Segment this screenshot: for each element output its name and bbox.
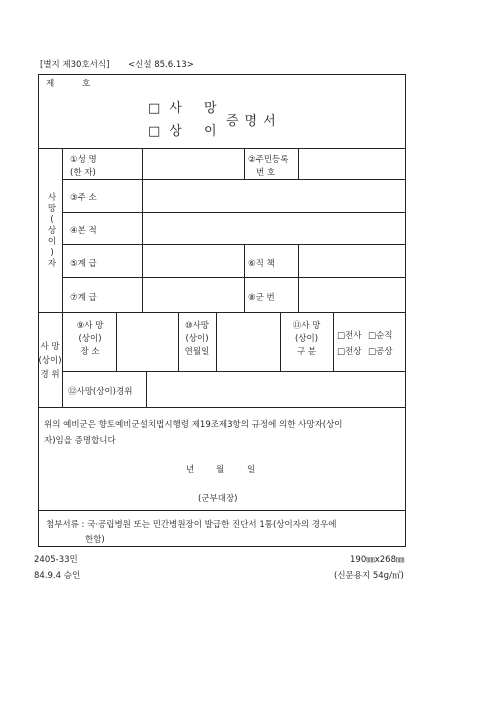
rule-mid-col2-r1 [298,148,299,179]
rule-row1 [62,179,406,180]
option-wounded-in-action[interactable]: □전상 [337,347,362,357]
rule-person-bottom [38,312,406,313]
paper-type: (신문용지 54g/㎡) [334,571,404,581]
date-day: 일 [247,465,256,475]
rule-circ-c6 [146,371,147,407]
service-number-label: ⑧군 번 [248,293,275,303]
rule-row4 [62,277,406,278]
name-hanja-label: (한 자) [70,168,96,178]
type-label: ⑪사 망 (상이) 구 분 [292,321,321,357]
certification-text-1: 위의 예비군은 향토예비군설치법시행령 제19조제3항의 규정에 의한 사망자(상이 [44,420,343,430]
rank2-label: ⑦계 급 [70,293,97,303]
domicile-label: ④본 적 [70,226,97,236]
title-death: □사 망 [148,101,226,116]
rule-mid-col-r1 [244,148,245,179]
form-number: [별지 제30호서식] [40,60,110,70]
enactment-note: <신설 85.6.13> [128,60,194,70]
circumstance-label: ⑫사망(상이)경위 [68,387,133,397]
option-duty-injury[interactable]: □공상 [368,347,393,357]
rule-mid-col-r45 [244,244,245,312]
circumstance-side-label: 사 망 (상이) 경 위 [38,342,62,380]
rule-cert-bottom [38,510,406,511]
person-side-label: 사 망 ( 상 이 ) 자 [47,193,57,269]
doc-number-label: 제 [46,79,55,89]
name-label: ①성 명 [70,155,97,165]
resident-number-label: ②주민등록 [248,155,289,165]
rule-row3 [62,244,406,245]
doc-number-suffix: 호 [82,79,91,89]
paper-size: 190㎜x268㎜ [350,555,405,565]
rule-circ-c5 [333,312,334,371]
option-line-of-duty-death[interactable]: □순직 [368,331,393,341]
place-label: ⑨사 망 (상이) 장 소 [76,321,104,357]
title-injury: □상 이 [148,124,226,139]
rule-row2 [62,212,406,213]
certification-text-2: 자)임을 증명합니다 [44,436,116,446]
position-label: ⑥직 책 [248,259,275,269]
attachment-line-2: 한함) [85,535,105,545]
rule-title-bottom [38,148,406,149]
rule-side-col [62,148,63,407]
title-certificate: 증명서 [226,114,282,129]
attachment-line-1: 첨부서류 : 국·공립병원 또는 민간병원장이 발급한 진단서 1통(상이자의 경우에 [46,520,337,530]
date-year: 년 [186,465,195,475]
form-code: 2405-33민 [34,555,78,565]
form-frame [38,74,406,547]
date-label: ⑩사망 (상이) 연월일 [184,321,210,357]
rule-circ-mid [62,371,406,372]
rule-label-col [142,148,143,312]
issuer: (군부대장) [198,494,238,504]
rank-label: ⑤계 급 [70,259,97,269]
date-month: 월 [216,465,225,475]
rule-mid-col2-r45 [298,244,299,312]
resident-number-label-2: 번 호 [256,168,276,178]
option-killed-in-action[interactable]: □전사 [337,331,362,341]
rule-circ-c3 [216,312,217,371]
rule-circ-bottom [38,407,406,408]
address-label: ③주 소 [70,193,97,203]
approval-date: 84.9.4 승인 [34,571,81,581]
rule-circ-c1 [116,312,117,371]
